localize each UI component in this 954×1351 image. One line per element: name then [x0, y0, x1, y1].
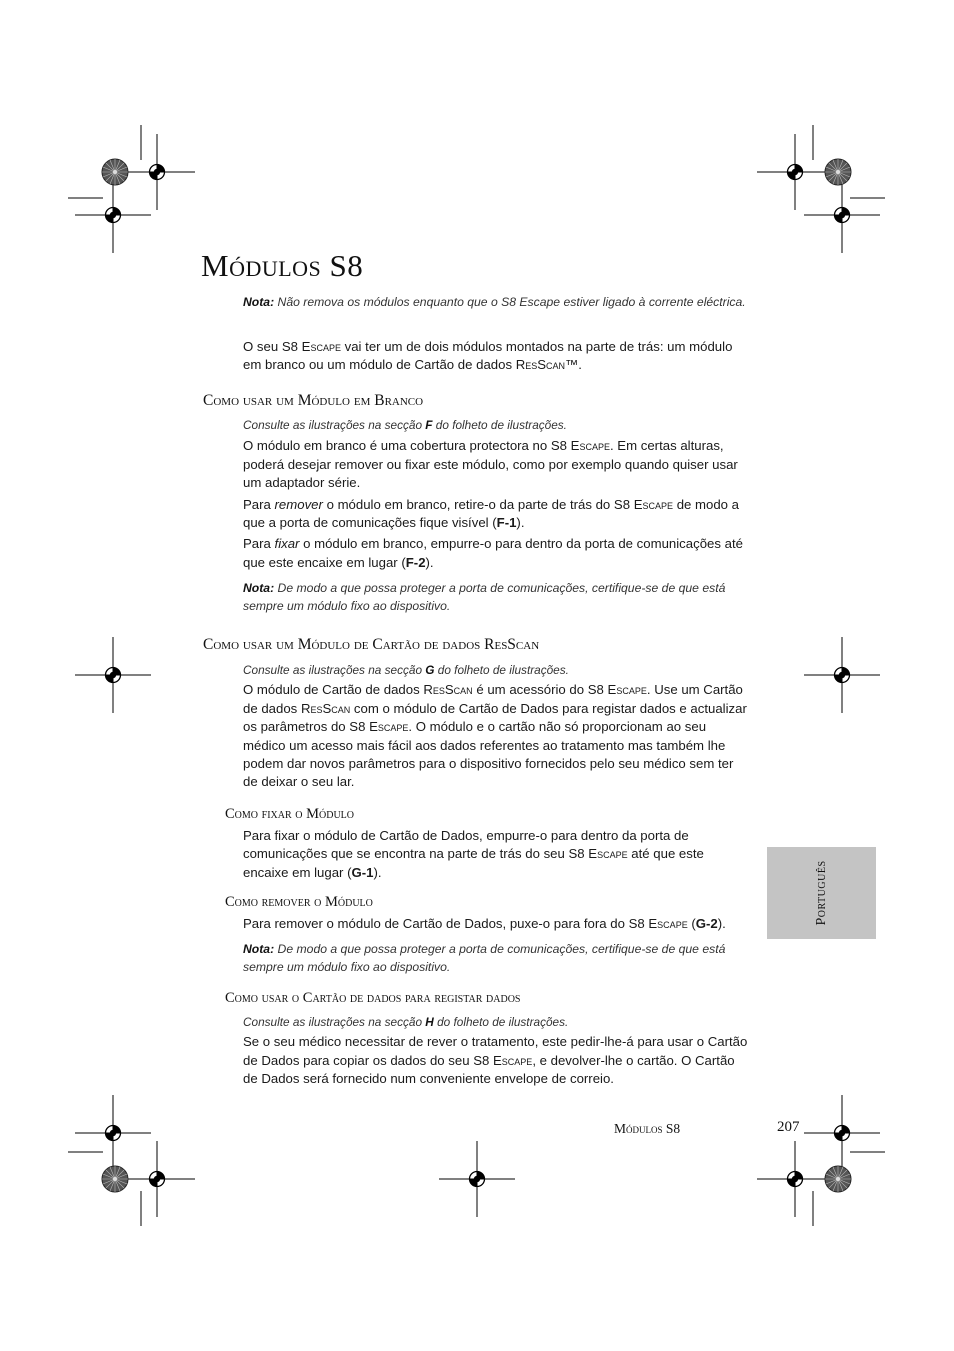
product-name: S8 Escape: [550, 438, 610, 454]
product-name: S8 Escape: [473, 1052, 533, 1068]
section-resscan-module-body: [243, 661, 751, 792]
page-title: Módulos S8: [201, 248, 364, 283]
note-protect-port: [243, 940, 751, 976]
subheading-remove-module: Como remover o Módulo: [225, 894, 373, 910]
section-key: F: [425, 418, 433, 432]
section-key: H: [425, 1015, 434, 1029]
section-key: G: [425, 663, 435, 677]
paragraph: [243, 535, 751, 572]
text-run: o módulo em branco, empurre-o para dentro da porta de comunicações até que este encaixe em lugar (: [243, 536, 743, 570]
text-run: . O módulo e o cartão não só proporcionam ao seu médico um acesso mais fácil aos dados referentes ao tratamento mas também lhe podem dar novos parâmetros para o dispositivo fornecidos pelo seu médico sem ter de deixar o seu lar.: [243, 719, 734, 790]
text-run: Para remover o módulo de Cartão de Dados, puxe-o para fora do: [243, 916, 629, 931]
text-run: Se o seu médico necessitar de rever o tratamento, este pedir-lhe-á para usar o Cartão de Dados para copiar os dados do seu: [243, 1034, 748, 1068]
paragraph: [243, 915, 751, 933]
paragraph: [243, 1033, 751, 1088]
page-number: 207: [777, 1119, 800, 1135]
paragraph: [243, 496, 751, 533]
illustration-reference: [243, 416, 751, 434]
text-run: O módulo de Cartão de dados: [243, 682, 424, 698]
text-run: Para: [243, 536, 275, 552]
emphasis: fixar: [274, 536, 300, 552]
note-text: De modo a que possa proteger a porta de comunicações, certifique-se de que está sempre um módulo fixo ao dispositivo.: [243, 581, 726, 614]
footer-title: Módulos S8: [614, 1121, 681, 1136]
product-name: S8 Escape: [568, 846, 628, 862]
product-name: S8 Escape: [628, 916, 688, 931]
subheading-use-card: Como usar o Cartão de dados para registar dados: [225, 990, 521, 1006]
subheading-attach-module: Como fixar o Módulo: [225, 806, 354, 822]
illustration-reference: [243, 661, 751, 679]
text-run: vai ter um de dois módulos montados na parte de trás: um módulo em branco ou um módulo de Cartão de dados: [243, 339, 733, 373]
intro-paragraph: [243, 338, 751, 375]
note-text: Não remova os módulos enquanto que o S8 Escape estiver ligado à corrente eléctrica.: [277, 295, 746, 309]
figure-reference: F-2: [405, 554, 426, 570]
paragraph: [243, 437, 751, 492]
text-run: do folheto de ilustrações.: [433, 1015, 569, 1029]
note-unplug: [243, 293, 751, 311]
illustration-reference: [243, 1013, 751, 1031]
text-run: o módulo em branco, retire-o da parte de trás do: [322, 496, 614, 512]
text-run: O seu: [243, 339, 282, 354]
text-run: com o módulo de Cartão de Dados para registar dados e actualizar os parâmetros do: [243, 700, 747, 735]
attach-module-paragraph: [243, 827, 751, 882]
figure-reference: F-1: [496, 515, 517, 531]
text-run: Consulte as ilustrações na secção: [243, 663, 426, 677]
note-protect-port: [243, 579, 751, 615]
text-run: Para fixar o módulo de Cartão de Dados, empurre-o para dentro da porta de comunicações que se encontra na parte de trás do seu: [243, 828, 689, 862]
product-name: S8 Escape: [281, 339, 341, 354]
note-label: Nota:: [243, 581, 275, 596]
emphasis: remover: [274, 496, 323, 512]
product-name: ResScan: [515, 357, 566, 373]
text-run: do folheto de ilustrações.: [434, 663, 569, 677]
figure-reference: G-2: [695, 916, 718, 931]
text-run: , e devolver-lhe o cartão. O Cartão de Dados será fornecido num conveniente envelope de correio.: [243, 1052, 735, 1087]
product-name: ResScan: [300, 700, 351, 716]
text-run: O módulo em branco é uma cobertura protectora no: [243, 438, 551, 454]
section-heading-resscan-module: Como usar um Módulo de Cartão de dados ResScan: [203, 636, 540, 653]
product-name: S8 Escape: [587, 682, 647, 698]
text-run: Consulte as ilustrações na secção: [243, 1015, 426, 1029]
language-tab-label: Português: [813, 860, 829, 926]
text-run: do folheto de ilustrações.: [432, 418, 567, 432]
language-side-tab: [767, 847, 876, 939]
section-heading-blank-module: Como usar um Módulo em Branco: [203, 392, 424, 409]
text-run: ).: [516, 515, 525, 531]
text-run: até que este encaixe em lugar (: [243, 846, 704, 880]
note-label: Nota:: [243, 942, 275, 957]
text-run: (: [687, 916, 696, 931]
product-name: S8 Escape: [613, 496, 674, 512]
text-run: ).: [425, 554, 434, 570]
remove-module-body: [243, 915, 751, 976]
text-run: Consulte as ilustrações na secção: [243, 418, 426, 432]
text-run: ).: [373, 864, 382, 880]
text-run: ™.: [565, 357, 582, 373]
text-run: Para: [243, 496, 275, 512]
note-label: Nota:: [243, 295, 275, 309]
note-text: De modo a que possa proteger a porta de comunicações, certifique-se de que está sempre um módulo fixo ao dispositivo.: [243, 942, 726, 975]
text-run: . Use um Cartão de dados: [243, 682, 743, 716]
use-card-body: [243, 1013, 751, 1089]
text-run: é um acessório do: [472, 682, 588, 698]
paragraph: [243, 681, 751, 791]
section-blank-module-body: [243, 416, 751, 615]
text-run: . Em certas alturas, poderá desejar remover ou fixar este módulo, como por exemplo quando quiser usar um adaptador série.: [243, 438, 738, 491]
product-name: ResScan: [423, 682, 473, 698]
product-name: S8 Escape: [349, 719, 409, 735]
figure-reference: G-1: [351, 864, 374, 880]
text-run: de modo a que a porta de comunicações fique visível (: [243, 496, 740, 531]
text-run: ).: [717, 916, 726, 931]
